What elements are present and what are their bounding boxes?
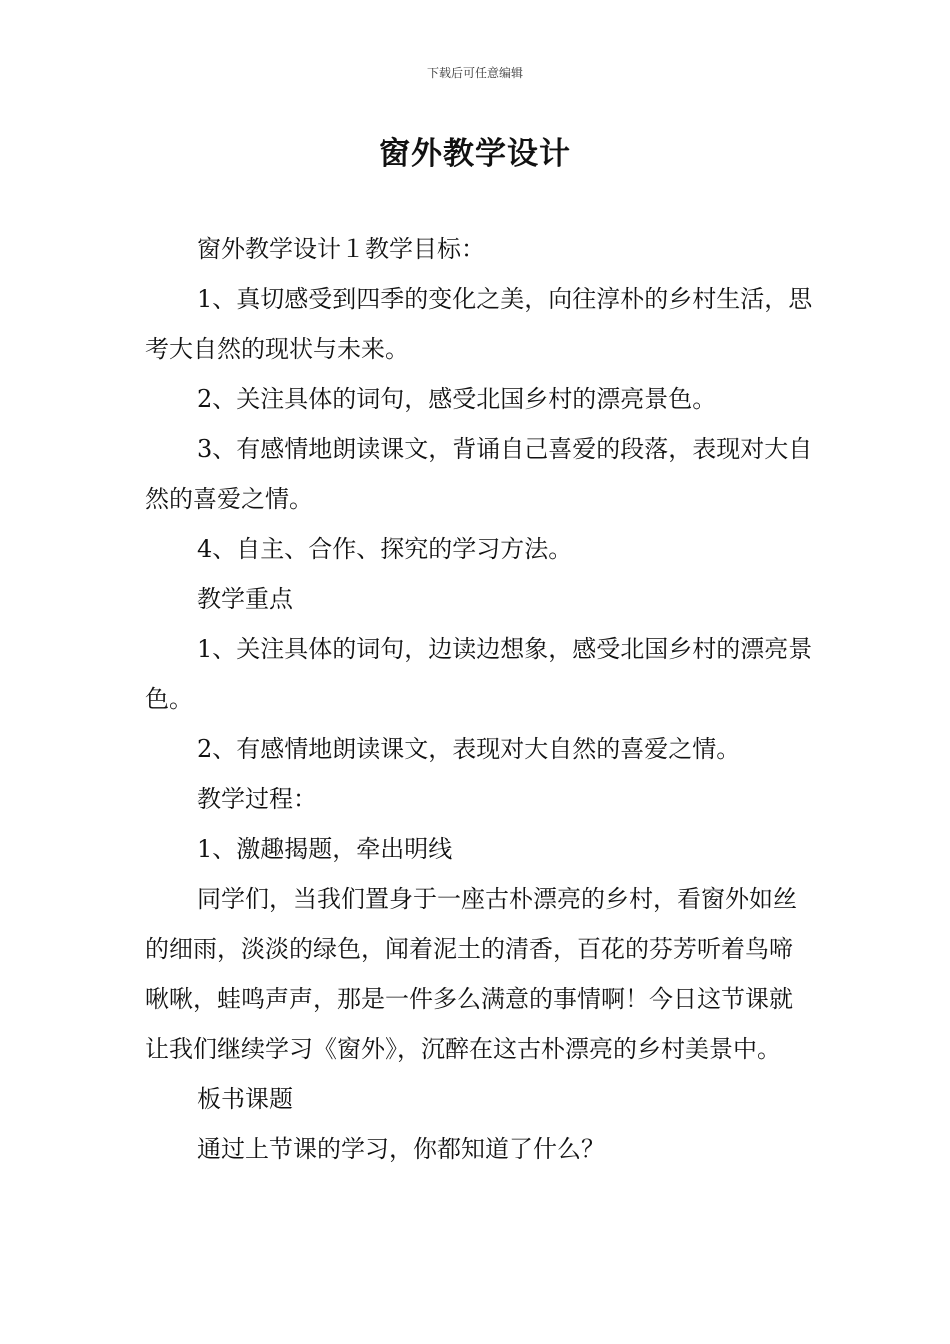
document-body: [145, 224, 815, 1174]
paragraph-objective-4: 4、自主、合作、探究的学习方法。: [197, 535, 573, 563]
paragraph-objectives-heading: 窗外教学设计１教学目标：: [197, 235, 485, 263]
paragraph-objective-3: 3、有感情地朗读课文，背诵自己喜爱的段落，表现对大自然的喜爱之情。: [145, 435, 813, 513]
paragraph-question: 通过上节课的学习，你都知道了什么？: [197, 1135, 605, 1163]
page-title: 窗外教学设计: [379, 136, 571, 172]
paragraph-intro-text: 同学们，当我们置身于一座古朴漂亮的乡村，看窗外如丝的细雨，淡淡的绿色，闻着泥土的清香，百花的芬芳听着鸟啼啾啾，蛙鸣声声，那是一件多么满意的事情啊！今日这节课就让我们继续学习《窗外》，沉醉在这古朴漂亮的乡村美景中。: [145, 885, 797, 1063]
paragraph-key-point-2: 2、有感情地朗读课文，表现对大自然的喜爱之情。: [197, 735, 741, 763]
paragraph-board-title: 板书课题: [197, 1085, 293, 1113]
paragraph-process-heading: 教学过程：: [197, 785, 317, 813]
paragraph-key-points-heading: 教学重点: [197, 585, 293, 613]
paragraph-key-point-1: 1、关注具体的词句，边读边想象，感受北国乡村的漂亮景色。: [145, 635, 813, 713]
header-note: 下载后可任意编辑: [426, 66, 523, 80]
paragraph-objective-1: 1、真切感受到四季的变化之美，向往淳朴的乡村生活，思考大自然的现状与未来。: [145, 285, 813, 363]
paragraph-process-step-1: 1、激趣揭题，牵出明线: [197, 835, 453, 863]
paragraph-objective-2: 2、关注具体的词句，感受北国乡村的漂亮景色。: [197, 385, 717, 413]
